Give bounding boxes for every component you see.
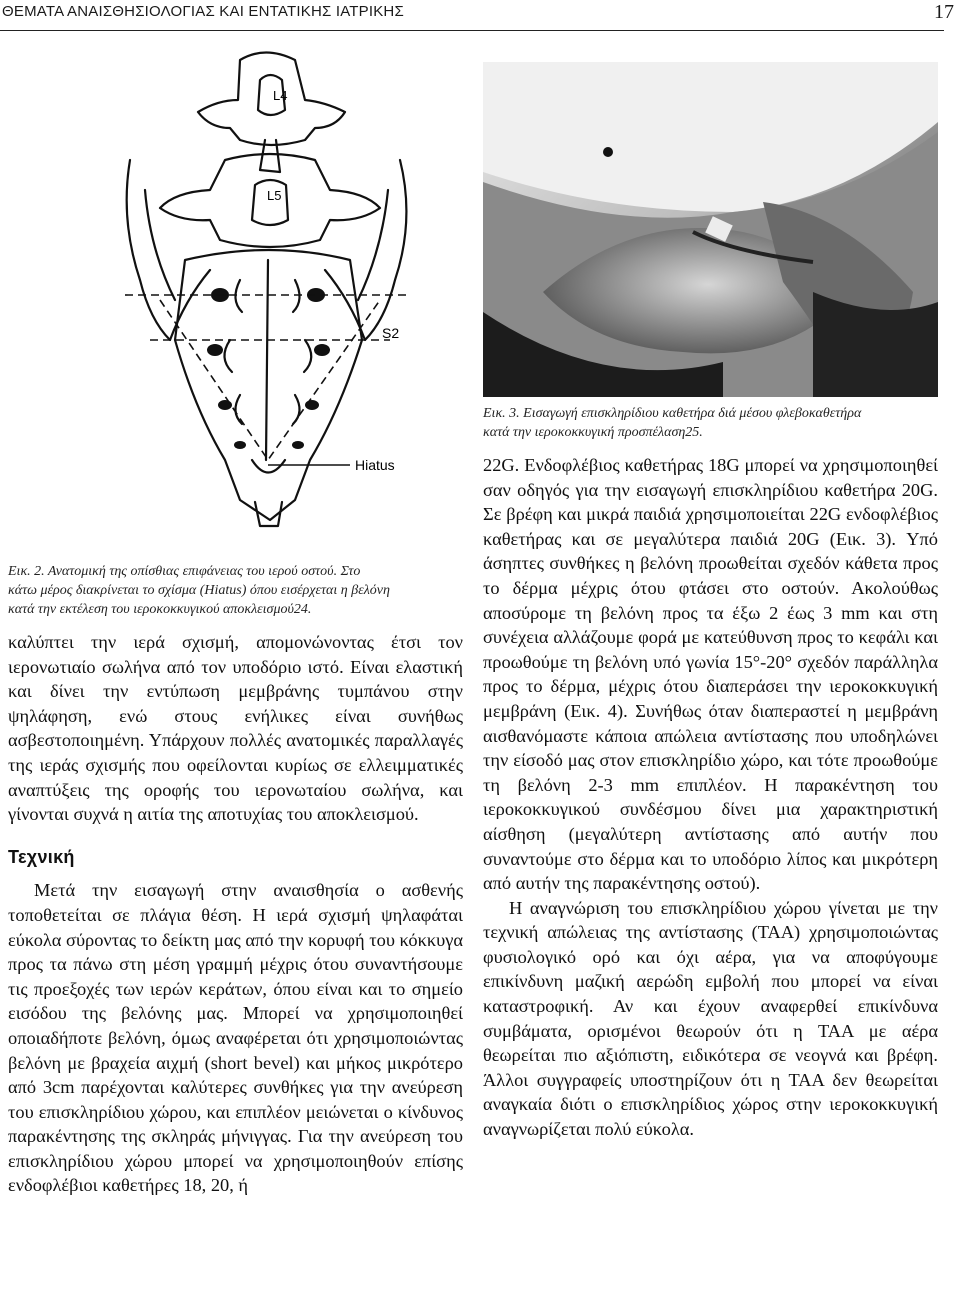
left-text-column xyxy=(8,630,463,1198)
figure-3-caption xyxy=(483,404,943,442)
journal-title: ΘΕΜΑΤΑ ΑΝΑΙΣΘΗΣΙΟΛΟΓΙΑΣ ΚΑΙ ΕΝΤΑΤΙΚΗΣ ΙΑΤΡΙΚΗΣ xyxy=(2,3,404,20)
figure-2-sacrum-illustration xyxy=(90,40,440,530)
page-number: 17 xyxy=(934,1,954,23)
figure-3-caption-line: κατά την ιεροκοκκυγική προσπέλαση25. xyxy=(483,425,703,440)
body-paragraph: Μετά την εισαγωγή στην αναισθησία ο ασθενής τοποθετείται σε πλάγια θέση. Η ιερά σχισμή ψηλαφάται εύκολα σύροντας το δείκτη μας από την κορυφή του κόκκυγα προς τα πάνω στη μέση γραμμή μέχρις ότου συναντήσουμε τις προεξοχές των ιερών κεράτων, όπου είναι και το σημείο εισόδου της βελόνης μας. Μπορεί να χρησιμοποιηθεί οποιαδήποτε βελόνη, όμως αναφέρεται ότι χρησιμοποιώντας βελόνη με βραχεία αιχμή (short bevel) και μήκος μικρότερο από 3cm παρέχονται καλύτερες συνθήκες για την ανεύρεση του επισκληρίδιου χώρου, και επιπλέον μειώνεται ο κίνδυνος παρακέντησης της σκληράς μήνιγγας. Για την ανεύρεση του επισκληρίδιου χώρου μπορεί να χρησιμοποιηθούν επίσης ενδοφλέβιοι καθετήρες 18, 20, ή xyxy=(8,880,463,1196)
sacrum-drawing xyxy=(90,40,440,530)
figure-2-caption-line: Εικ. 2. Ανατομική της οπίσθιας επιφάνειας του ιερού οστού. Στο xyxy=(8,564,361,579)
figure-2-caption xyxy=(8,562,468,619)
s2-label: S2 xyxy=(382,325,400,341)
figure-3-photo xyxy=(483,62,938,397)
body-paragraph: Η αναγνώριση του επισκληρίδιου χώρου γίνεται με την τεχνική απώλειας της αντίστασης (ΤΑΑ) χρησιμοποιώντας φυσιολογικό ορό και όχι αέρα, για να αποφύγουμε επικίνδυνη μαζική αερώδη εμβολή που μπορεί να είναι καταστροφική. Αν και έχουν αναφερθεί επικίνδυνα συμβάματα, ορισμένοι θεωρούν ότι η ΤΑΑ με αέρα θεωρείται πιο αξιόπιστη, ειδικότερα σε νεογνά και βρέφη. Άλλοι συγγραφείς υποστηρίζουν ότι η ΤΑΑ δεν θεωρείται αναγκαία διότι ο επισκληρίδιος χώρος στην ιεροκοκκυγική αναγνωρίζεται πολύ εύκολα. xyxy=(483,897,938,1140)
body-paragraph: καλύπτει την ιερά σχισμή, απομονώνοντας έτσι τον ιερονωτιαίο σωλήνα από τον υποδόριο ιστό. Είναι ελαστική και δίνει την εντύπωση μεμβράνης τυμπάνου στην ψηλάφηση, ενώ στους ενήλικες είναι συνήθως ασβεστοποιημένη. Υπάρχουν πολλές ανατομικές παραλλαγές της ιεράς σχισμής που οφείλονται κυρίως σε ελλειμματικές αναπτύξεις της οροφής του ιερονωταίου σωλήνα, και γίνονται συχνά η αιτία της αποτυχίας του αποκλεισμού. xyxy=(8,632,463,825)
section-heading-technique: Τεχνική xyxy=(8,846,75,867)
figure-3-caption-line: Εικ. 3. Εισαγωγή επισκληρίδιου καθετήρα διά μέσου φλεβοκαθετήρα xyxy=(483,406,862,421)
catheter-insertion-photo xyxy=(483,62,938,397)
hiatus-label: Hiatus xyxy=(355,457,395,473)
header-rule xyxy=(0,30,944,31)
figure-2-caption-line: κατά την εκτέλεση του ιεροκοκκυγικού αποκλεισμού24. xyxy=(8,602,312,617)
figure-2-caption-line: κάτω μέρος διακρίνεται το σχίσμα (Hiatus) όπου εισέρχεται η βελόνη xyxy=(8,583,390,598)
running-header xyxy=(0,0,960,36)
l4-label: L4 xyxy=(273,88,288,103)
body-paragraph: 22G. Ενδοφλέβιος καθετήρας 18G μπορεί να χρησιμοποιηθεί σαν οδηγός για την εισαγωγή επισκληρίδιου καθετήρα 20G. Σε βρέφη και μικρά παιδιά χρησιμοποιείται 22G ενδοφλέβιος καθετήρας και σε μεγαλύτερα παιδιά 20G (Εικ. 3). Υπό άσηπτες συνθήκες η βελόνη προωθείται σχεδόν κάθετα προς το δέρμα μέχρις ότου φτάσει στο οστούν. Ακολούθως αποσύρομε τη βελόνη προς τα έξω 2 έως 3 mm και στη συνέχεια αλλάζουμε φορά με κατεύθυνση προς το κεφάλι και προωθούμε τη βελόνη υπό γωνία 15°-20° σχεδόν παράλληλα προς το δέρμα, μέχρις ότου διαπεράσει την ιεροκοκκυγική μεμβράνη (Εικ. 4). Συνήθως όταν διαπεραστεί η μεμβράνη αισθανόμαστε κάποια απώλεια αντίστασης που υποδηλώνει την είσοδό μας στον επισκληρίδιο χώρο, και τότε προωθούμε τη βελόνη 2-3 mm επιπλέον. Η παρακέντηση του ιεροκοκκυγικού συνδέσμου δίνει μια χαρακτηριστική αίσθηση (μεγαλύτερη αντίστασης από αυτήν που συναντούμε στο δέρμα και το υποδόριο λίπος και μικρότερη από αυτήν της παρακέντησης οστού). xyxy=(483,455,938,894)
l5-label: L5 xyxy=(267,188,282,203)
right-text-column xyxy=(483,453,938,1142)
